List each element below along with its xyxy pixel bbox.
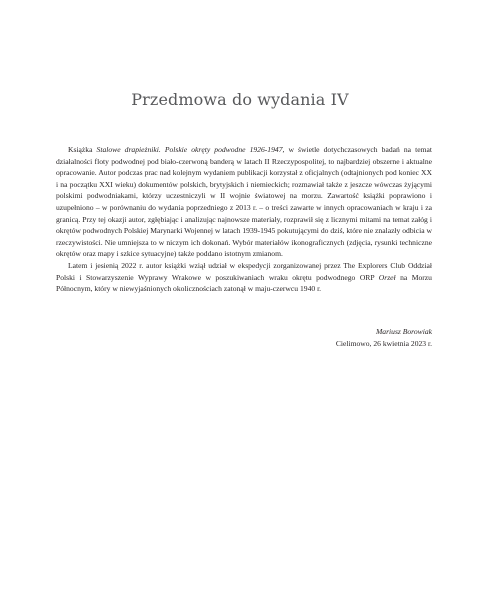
- ship-prefix: ORP: [359, 272, 379, 282]
- text-segment: Latem i jesienią 2022 r. autor książki wziął udział w ekspedycji zorganizowanej przez The Explorers Club Oddział Polski i Stowarzyszenie Wyprawy Wrakowe w poszukiwaniach wraku okrętu podwodnego: [56, 260, 432, 282]
- text-segment: Książka: [68, 145, 97, 154]
- text-segment: na Morzu Północnym, który w niewyjaśnionych okolicznościach zatonął w maju-czerwcu 1940 r.: [56, 272, 432, 294]
- ship-name-italic: Orzeł: [378, 272, 396, 282]
- author-name: Mariusz Borowiak: [375, 327, 432, 336]
- ship-name: [360, 273, 396, 282]
- paragraph-1: [56, 144, 432, 260]
- paragraph-2: [56, 260, 432, 295]
- text-segment: , w świetle dotychczasowych badań na temat działalności floty podwodnej pod biało-czerwoną banderą w latach II Rzeczypospolitej, to najbardziej obszerne i aktualne opracowanie. Autor podczas prac nad kolejnym wydaniem publikacji korzystał z oficjalnych (odtajnionych pod koniec XX i na początku XXI wieku) dokumentów polskich, brytyjskich i niemieckich; rozmawiał także z jeszcze wówczas żyjącymi polskimi podwodniakami, którzy uczestniczyli w II wojnie światowej na morzu. Zawartość książki poprawiono i uzupełniono – w porównaniu do wydania poprzedniego z 2013 r. – o treści zawarte w innych opracowaniach w kraju i za granicą. Przy tej okazji autor, zgłębiając i analizując najnowsze materiały, rozprawił się z licznymi mitami na temat załóg i okrętów podwodnych Polskiej Marynarki Wojennej w latach 1939-1945 pokutującymi do dziś, które nie znalazły odbicia w rzeczywistości. Nie umniejsza to w niczym ich dokonań. Wybór materiałów ikonograficznych (zdjęcia, rysunki techniczne okrętów oraz mapy i szkice sytuacyjne) także poddano istotnym zmianom.: [56, 145, 432, 259]
- signature-block: [56, 326, 432, 349]
- body-text: [56, 144, 432, 295]
- place-date: Cielimowo, 26 kwietnia 2023 r.: [335, 338, 432, 348]
- book-title: Stalowe drapieżniki. Polskie okręty podwodne 1926-1947: [96, 145, 283, 154]
- page-title: Przedmowa do wydania IV: [131, 90, 349, 109]
